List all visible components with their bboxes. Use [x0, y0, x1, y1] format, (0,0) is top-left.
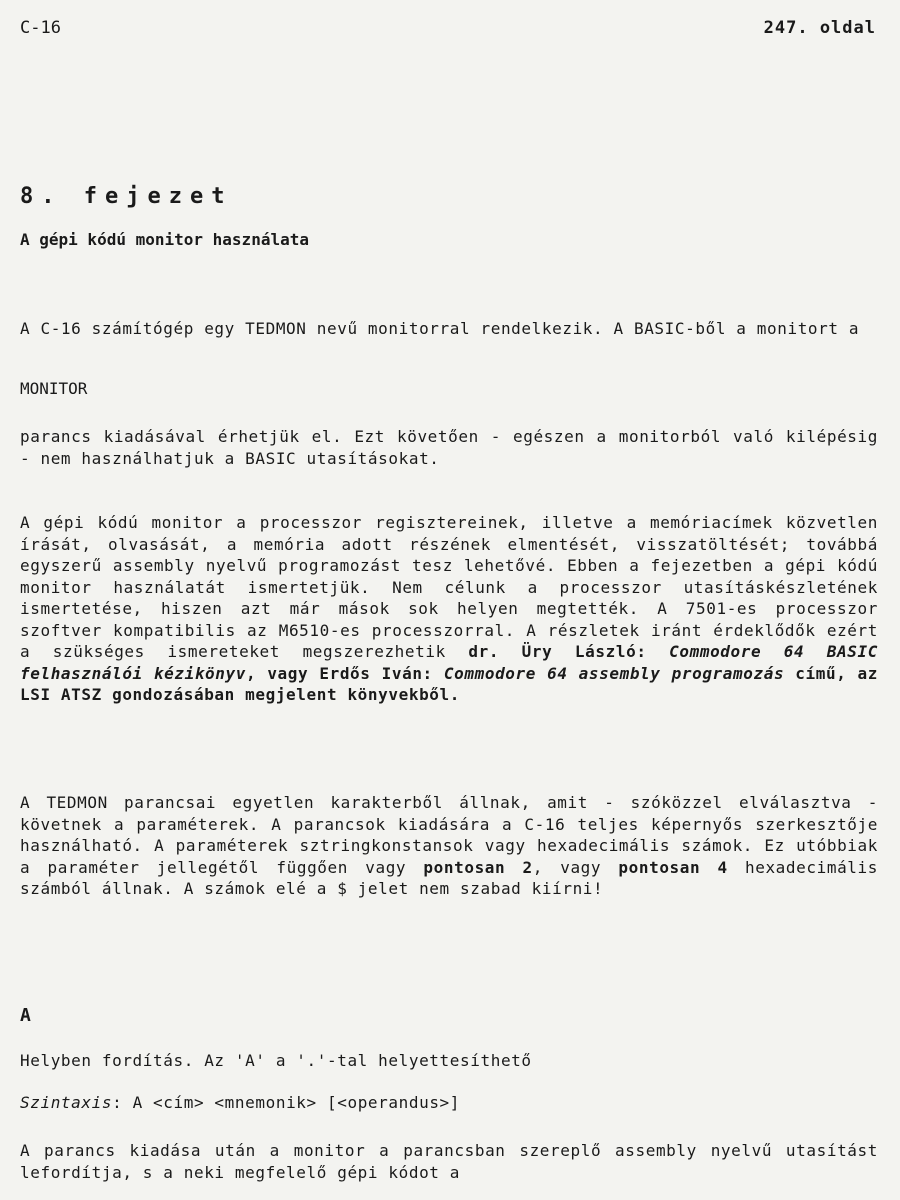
author-1: dr. Üry László: [468, 642, 647, 661]
command-heading: A [20, 1005, 31, 1026]
monitor-text-1: A gépi kódú monitor a processzor regisztereinek, illetve a memóriacímek közvetlen írását, olvasását, a memória adott részének elmentését, visszatöltését; továbbá egyszerű assembly nyelvű programozást tesz lehetővé. Ebben a fejezetben a gépi kódú monitor használatát ismertetjük. Nem célunk a processzor utasításkészletének ismertetése, hiszen azt már mások sok helyen megtették. A 7501-es processzor szoftver kompatibilis az M6510-es processzorral. A részletek iránt érdeklődők ezért a szükséges ismereteket megszerezhetik [20, 513, 878, 661]
command-description: Helyben fordítás. Az 'A' a '.'-tal helyettesíthető [20, 1051, 532, 1070]
syntax-body: : A <cím> <mnemonik> [<operandus>] [112, 1093, 461, 1112]
book-title-1: Commodore 64 BASIC felhasználói kézikönyv [20, 642, 878, 683]
author-2: Erdős Iván: [319, 663, 433, 683]
tedmon-text-2: , vagy [532, 857, 619, 877]
tedmon-text-3: hexadecimális számból állnak. A számok elé a $ jelet nem szabad kiírni! [20, 857, 878, 898]
access-paragraph: parancs kiadásával érhetjük el. Ezt követően - egészen a monitorból való kilépésig - nem használhatjuk a BASIC utasításokat. [20, 427, 878, 468]
command-syntax [20, 1092, 878, 1114]
monitor-text-3: című, az LSI ATSZ gondozásában megjelent könyvekből. [20, 663, 879, 704]
header-left: C-16 [20, 18, 61, 38]
chapter-title: 8. fejezet [20, 184, 233, 209]
tedmon-text-1: A TEDMON parancsai egyetlen karakterből állnak, amit - szóközzel elválasztva - követnek a paraméterek. A parancsok kiadására a C-16 teljes képernyős szerkesztője használható. A paraméterek sztringkonstansok vagy hexadecimális számok. Ez utóbbiak a paraméter jellegétől függően vagy [20, 793, 878, 877]
monitor-paragraph [20, 512, 878, 706]
section-title: A gépi kódú monitor használata [20, 230, 309, 249]
tedmon-bold-1: pontosan 2 [423, 857, 533, 877]
syntax-label: Szintaxis [20, 1093, 113, 1112]
page-number: 247. oldal [763, 18, 876, 38]
tedmon-paragraph [20, 792, 878, 900]
book-title-2: Commodore 64 assembly programozás [443, 663, 785, 683]
monitor-text-2: , vagy [246, 663, 320, 683]
command-paragraph: A parancs kiadása után a monitor a parancsban szereplő assembly nyelvű utasítást lefordítja, s a neki megfelelő gépi kódot a [20, 1141, 878, 1182]
monitor-keyword: MONITOR [20, 379, 88, 398]
intro-paragraph: A C-16 számítógép egy TEDMON nevű monitorral rendelkezik. A BASIC-ből a monitort a [20, 319, 860, 338]
tedmon-bold-2: pontosan 4 [618, 857, 728, 877]
